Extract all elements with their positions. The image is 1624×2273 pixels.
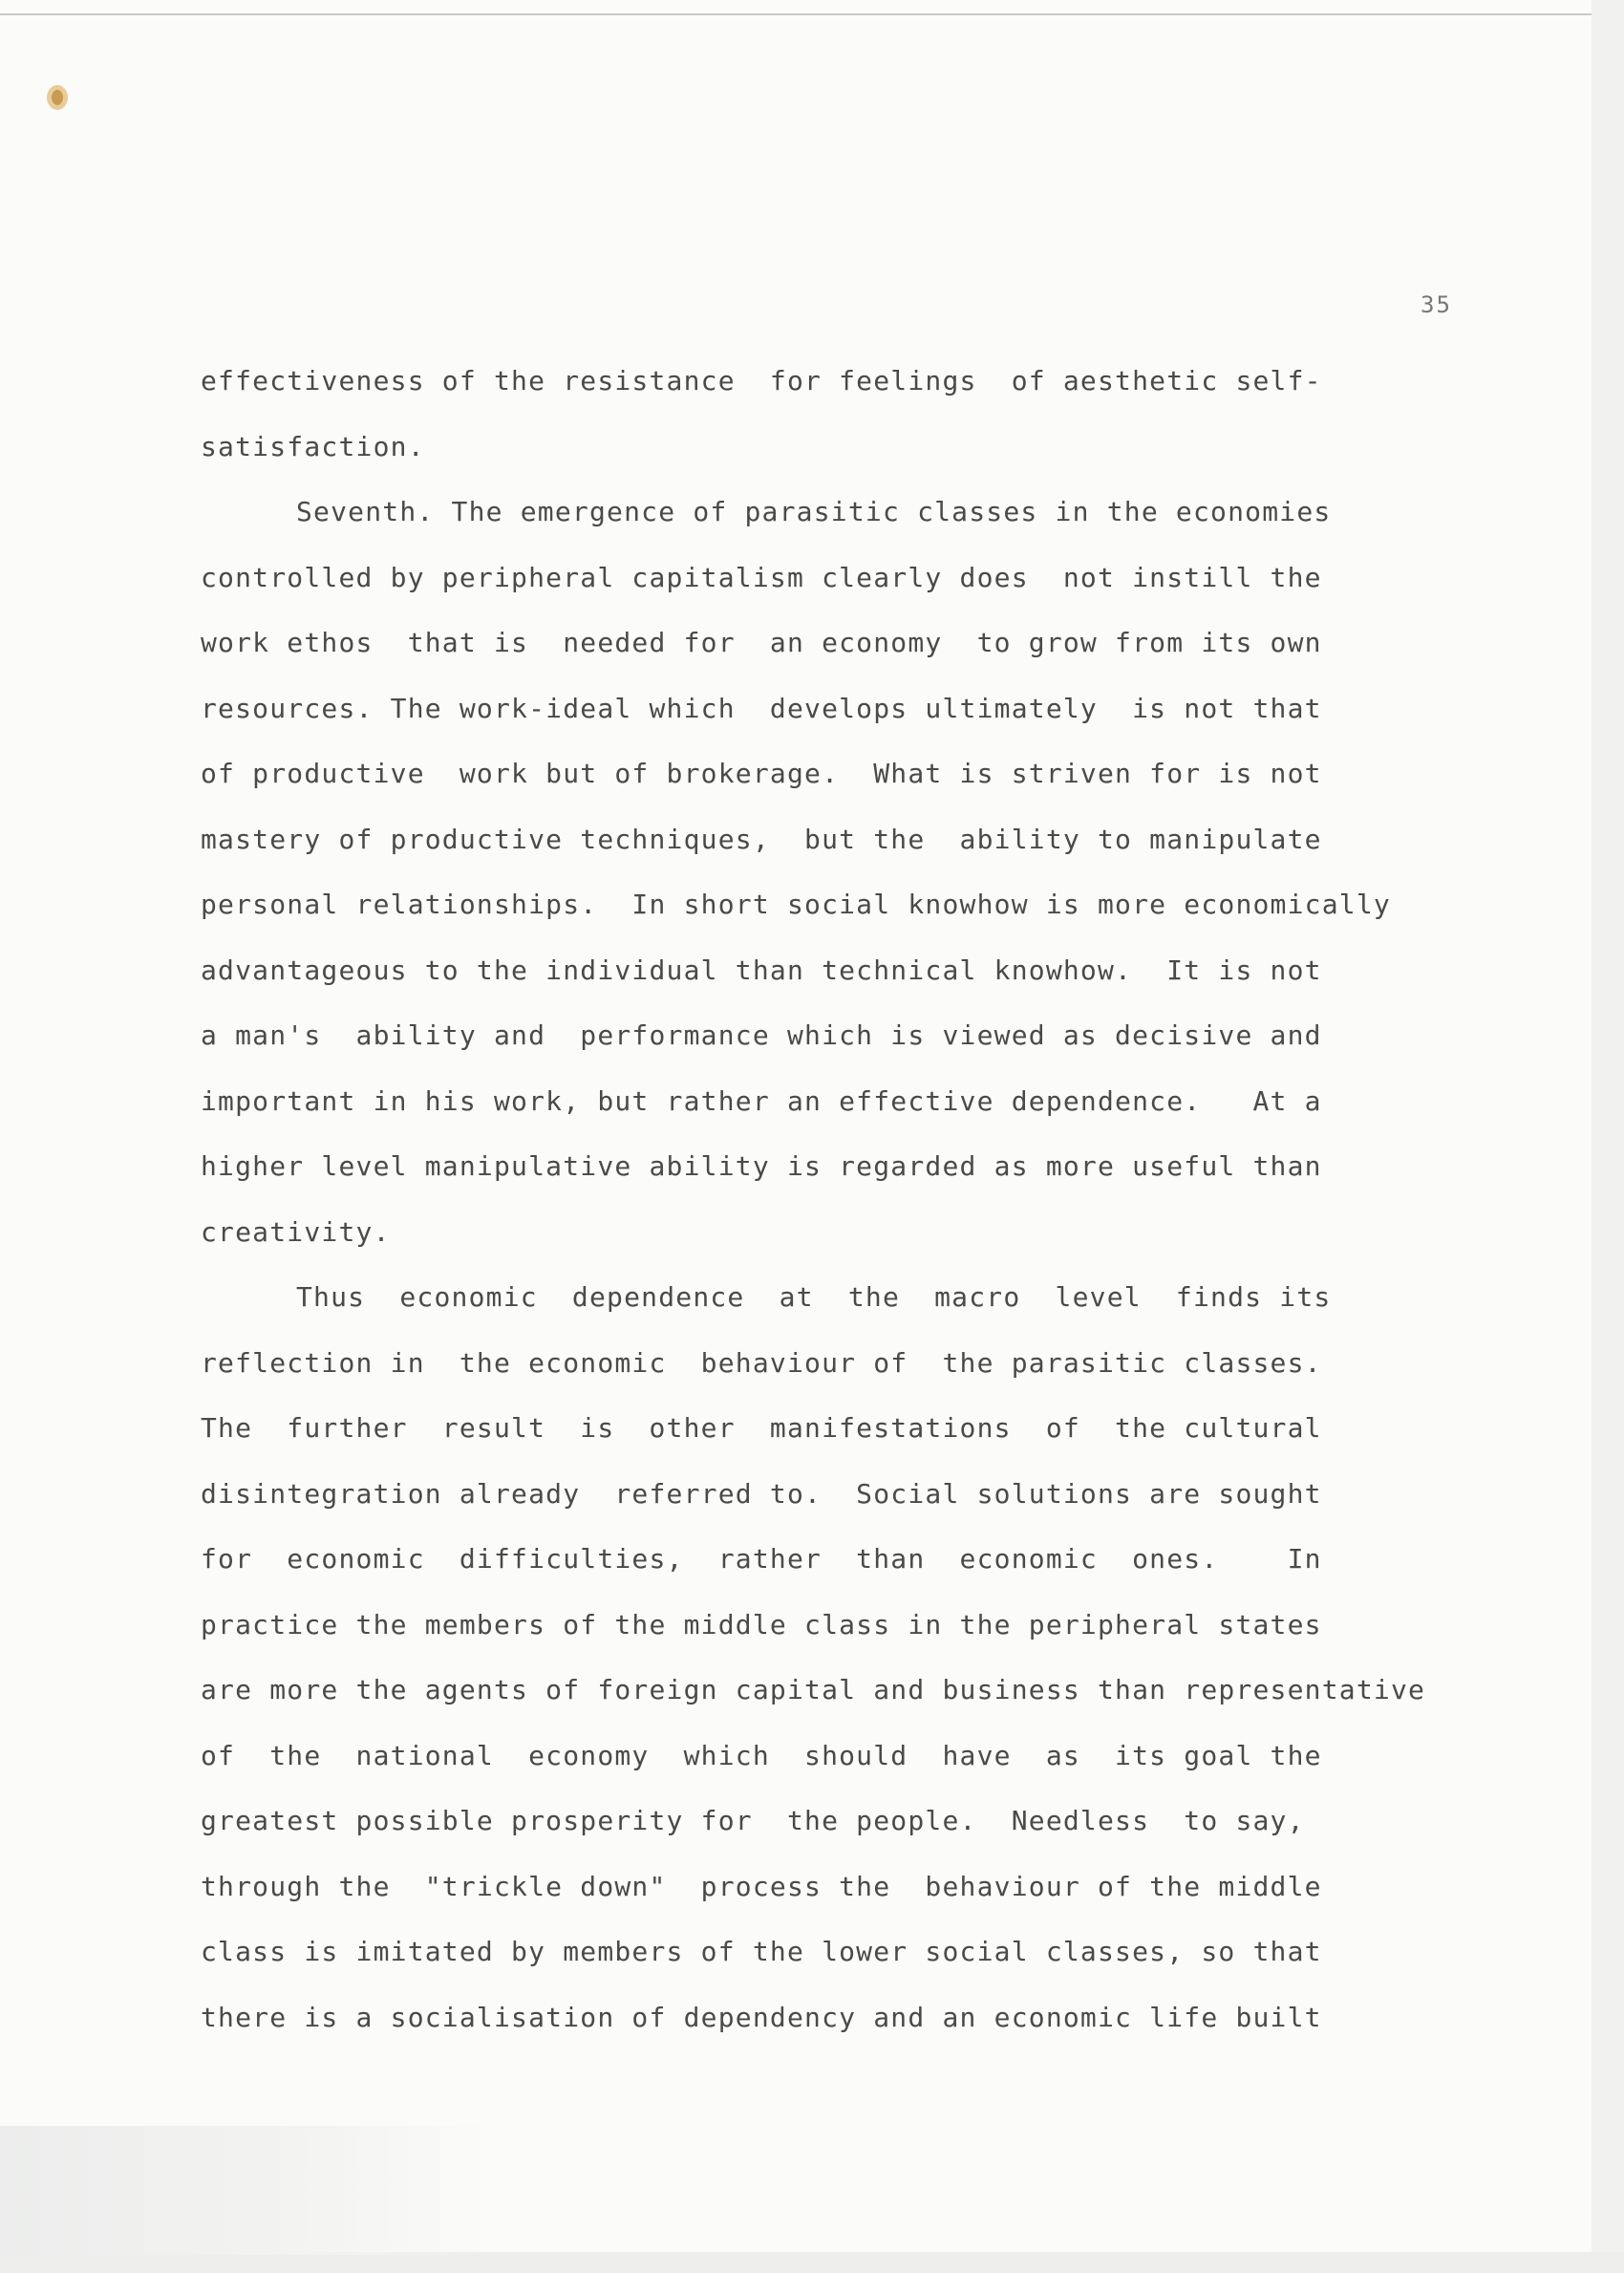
- text-line: a man's ability and performance which is viewed as decisive and: [201, 1019, 1322, 1051]
- corner-smudge: [0, 2126, 497, 2255]
- text-line: Seventh. The emergence of parasitic classes in the economies: [296, 496, 1332, 527]
- text-line: there is a socialisation of dependency and an economic life built: [201, 2001, 1322, 2033]
- scan-bottom-edge: [0, 2252, 1624, 2273]
- text-line: effectiveness of the resistance for feelings of aesthetic self-: [201, 365, 1322, 397]
- text-line: creativity.: [201, 1215, 391, 1248]
- text-line: Thus economic dependence at the macro level finds its: [296, 1281, 1332, 1313]
- text-line: personal relationships. In short social knowhow is more economically: [201, 889, 1391, 920]
- text-line: work ethos that is needed for an economy to grow from its own: [201, 627, 1322, 658]
- text-line: higher level manipulative ability is regarded as more useful than: [201, 1150, 1322, 1182]
- text-line: class is imitated by members of the lower social classes, so that: [201, 1936, 1322, 1967]
- text-line: disintegration already referred to. Social solutions are sought: [201, 1477, 1322, 1510]
- text-line: satisfaction.: [201, 430, 425, 462]
- scan-top-edge: [0, 13, 1624, 15]
- text-line: of productive work but of brokerage. What is striven for is not: [201, 758, 1322, 789]
- text-line: greatest possible prosperity for the people. Needless to say,: [201, 1805, 1305, 1836]
- text-line: important in his work, but rather an effective dependence. At a: [201, 1084, 1322, 1117]
- text-line: for economic difficulties, rather than economic ones. In: [201, 1543, 1322, 1575]
- page-number: 35: [1421, 291, 1452, 318]
- text-line: controlled by peripheral capitalism clearly does not instill the: [201, 561, 1322, 593]
- ink-stain-mark: [38, 75, 76, 120]
- scan-right-edge: [1592, 0, 1624, 2273]
- text-line: resources. The work-ideal which develops ultimately is not that: [201, 692, 1322, 724]
- text-line: practice the members of the middle class in the peripheral states: [201, 1608, 1322, 1640]
- text-line: mastery of productive techniques, but the ability to manipulate: [201, 823, 1322, 855]
- text-line: of the national economy which should have as its goal the: [201, 1739, 1322, 1771]
- text-line: through the "trickle down" process the behaviour of the middle: [201, 1870, 1322, 1902]
- body-text: [201, 349, 1471, 2050]
- text-line: advantageous to the individual than technical knowhow. It is not: [201, 954, 1322, 986]
- text-line: reflection in the economic behaviour of the parasitic classes.: [201, 1346, 1322, 1379]
- text-line: The further result is other manifestations of the cultural: [201, 1412, 1322, 1444]
- text-line: are more the agents of foreign capital and business than representative: [201, 1674, 1426, 1705]
